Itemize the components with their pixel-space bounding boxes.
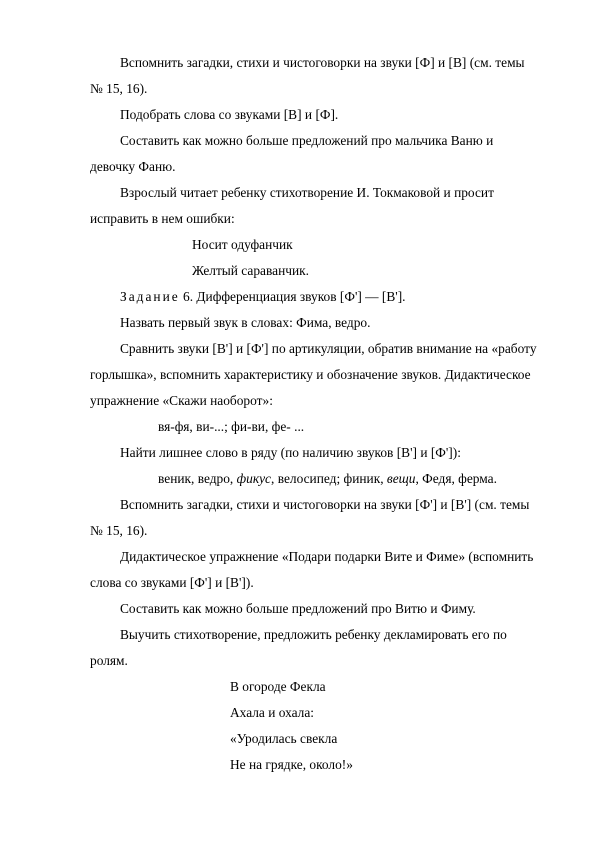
paragraph-8-line-2: № 15, 16). [90,523,148,538]
paragraph-11-line-1: Выучить стихотворение, предложить ребенку декламировать его по [120,627,507,642]
paragraph-4-line-1: Взрослый читает ребенку стихотворение И. Токмаковой и просит [120,185,494,200]
paragraph-5-line-1: Назвать первый звук в словах: Фима, ведро. [120,315,371,330]
paragraph-8 [90,492,555,544]
paragraph-7-line-1: Найти лишнее слово в ряду (по наличию звуков [В'] и [Ф']): [120,445,461,460]
paragraph-6-line-2: горлышка», вспомнить характеристику и обозначение звуков. Дидактическое [90,367,531,382]
paragraph-6-line-3: упражнение «Скажи наоборот»: [90,393,273,408]
word-series [158,466,497,492]
word-series-part-2: , велосипед; финик, [271,471,387,486]
poem-1-line-1: Носит одуфанчик [192,237,293,252]
paragraph-3 [90,128,555,180]
word-series-part-1: веник, ведро, [158,471,237,486]
word-series-italic-1: фикус [236,471,271,486]
paragraph-10 [90,596,555,622]
paragraph-6 [90,336,555,414]
paragraph-9-line-2: слова со звуками [Ф'] и [В']). [90,575,254,590]
poem-2-line-2: Ахала и охала: [230,705,315,720]
paragraph-3-line-1: Составить как можно больше предложений про мальчика Ваню и [120,133,494,148]
task-heading-word: Задание [120,289,180,304]
paragraph-9-line-1: Дидактическое упражнение «Подари подарки Вите и Фиме» (вспомнить [120,549,534,564]
paragraph-9 [90,544,555,596]
paragraph-6-line-1: Сравнить звуки [В'] и [Ф'] по артикуляции, обратив внимание на «работу [120,341,537,356]
example-line: вя-фя, ви-...; фи-ви, фе- ... [158,419,305,434]
paragraph-4 [90,180,555,232]
poem-2-line-1: В огороде Фекла [230,679,326,694]
task-heading [120,284,406,310]
paragraph-1-line-1: Вспомнить загадки, стихи и чистоговорки на звуки [Ф] и [В] (см. темы [120,55,525,70]
paragraph-4-line-2: исправить в нем ошибки: [90,211,235,226]
paragraph-1 [90,50,555,102]
paragraph-5 [90,310,555,336]
paragraph-3-line-2: девочку Фаню. [90,159,176,174]
word-series-italic-2: вещи [386,471,416,486]
paragraph-11-line-2: ролям. [90,653,128,668]
paragraph-10-line-1: Составить как можно больше предложений про Витю и Фиму. [120,601,476,616]
paragraph-11 [90,622,555,674]
paragraph-7 [90,440,555,466]
paragraph-2-line-1: Подобрать слова со звуками [В] и [Ф]. [120,107,339,122]
paragraph-8-line-1: Вспомнить загадки, стихи и чистоговорки на звуки [Ф'] и [В'] (см. темы [120,497,530,512]
poem-1-line-2: Желтый сараванчик. [192,263,310,278]
task-heading-rest: 6. Дифференциация звуков [Ф'] — [В']. [179,289,406,304]
poem-2-line-3: «Уродилась свекла [230,731,338,746]
word-series-part-3: , Федя, ферма. [415,471,497,486]
poem-2-line-4: Не на грядке, около!» [230,757,353,772]
paragraph-2 [90,102,555,128]
paragraph-1-line-2: № 15, 16). [90,81,148,96]
